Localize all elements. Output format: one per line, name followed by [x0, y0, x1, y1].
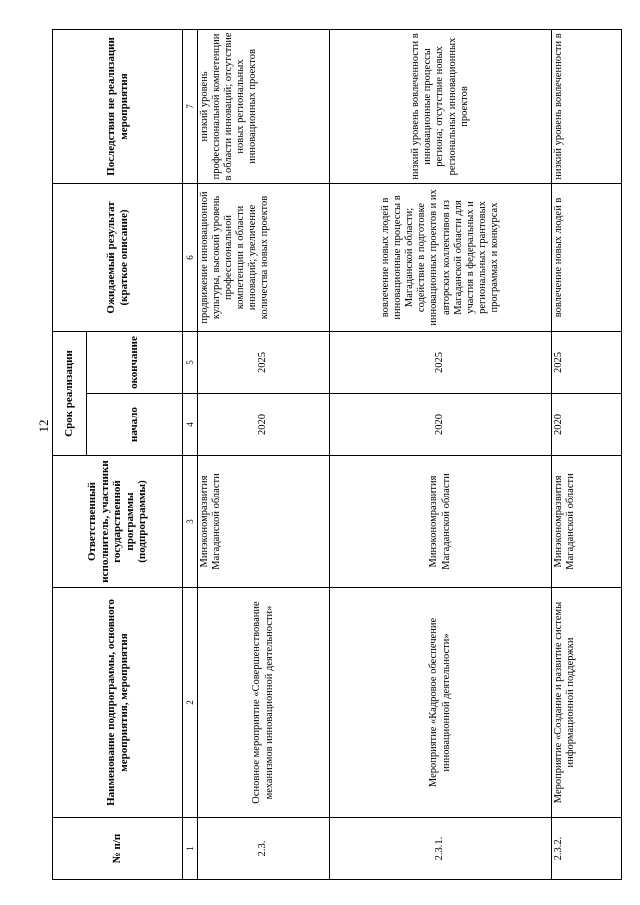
header-num: № п/п [53, 818, 183, 880]
row-consequences: низкий уровень вовлеченности в инновационные процессы региона; отсутствие новых региональных инновационных проектов [330, 29, 552, 183]
table-row [198, 29, 330, 879]
page-number: 12 [36, 419, 51, 433]
row-responsible: Минэкономразвития Магаданской области [330, 456, 552, 588]
row-result: вовлечение новых людей в [552, 183, 622, 331]
row-num: 2.3.1. [330, 818, 552, 880]
column-number: 4 [183, 394, 198, 456]
row-num: 2.3. [198, 818, 330, 880]
table-row [552, 29, 622, 879]
row-result: продвижение инновационной культуры, высокий уровень профессиональной компетенции в области инноваций; увеличение количества новых проектов [198, 183, 330, 331]
row-end: 2025 [330, 331, 552, 393]
row-responsible: Минэкономразвития Магаданской области [552, 456, 622, 588]
rotated-table-container [52, 30, 620, 880]
row-result: вовлечение новых людей в инновационные процессы в Магаданской области; содействие в подготовке инновационных проектов и их авторских коллективов из Магаданской области для участия в федеральных и региональных грантовых программах и конкурсах [330, 183, 552, 331]
row-start: 2020 [330, 394, 552, 456]
table-row [330, 29, 552, 879]
header-period: Срок реализации [53, 331, 87, 455]
row-start: 2020 [552, 394, 622, 456]
column-number: 1 [183, 818, 198, 880]
column-number: 5 [183, 331, 198, 393]
row-name: Мероприятие «Создание и развитие системы информационной поддержки [552, 588, 622, 818]
row-name: Основное мероприятие «Совершенствование механизмов инновационной деятельности» [198, 588, 330, 818]
header-result: Ожидаемый результат (краткое описание) [53, 183, 183, 331]
row-start: 2020 [198, 394, 330, 456]
row-num: 2.3.2. [552, 818, 622, 880]
header-name: Наименование подпрограммы, основного мероприятия, мероприятия [53, 588, 183, 818]
column-number: 6 [183, 183, 198, 331]
row-end: 2025 [552, 331, 622, 393]
header-consequences: Последствия не реализации мероприятия [53, 29, 183, 183]
column-number: 3 [183, 456, 198, 588]
column-number: 7 [183, 29, 198, 183]
header-responsible: Ответственный исполнитель, участники государственной программы (подпрограммы) [53, 456, 183, 588]
header-end: окончание [87, 331, 183, 393]
header-start: начало [87, 394, 183, 456]
column-number: 2 [183, 588, 198, 818]
row-name: Мероприятие «Кадровое обеспечение инновационной деятельности» [330, 588, 552, 818]
row-consequences: низкий уровень профессиональной компетенции в области инноваций; отсутствие новых региональных инновационных проектов [198, 29, 330, 183]
row-responsible: Минэкономразвития Магаданской области [198, 456, 330, 588]
row-end: 2025 [198, 331, 330, 393]
row-consequences: низкий уровень вовлеченности в [552, 29, 622, 183]
program-table [52, 29, 622, 880]
